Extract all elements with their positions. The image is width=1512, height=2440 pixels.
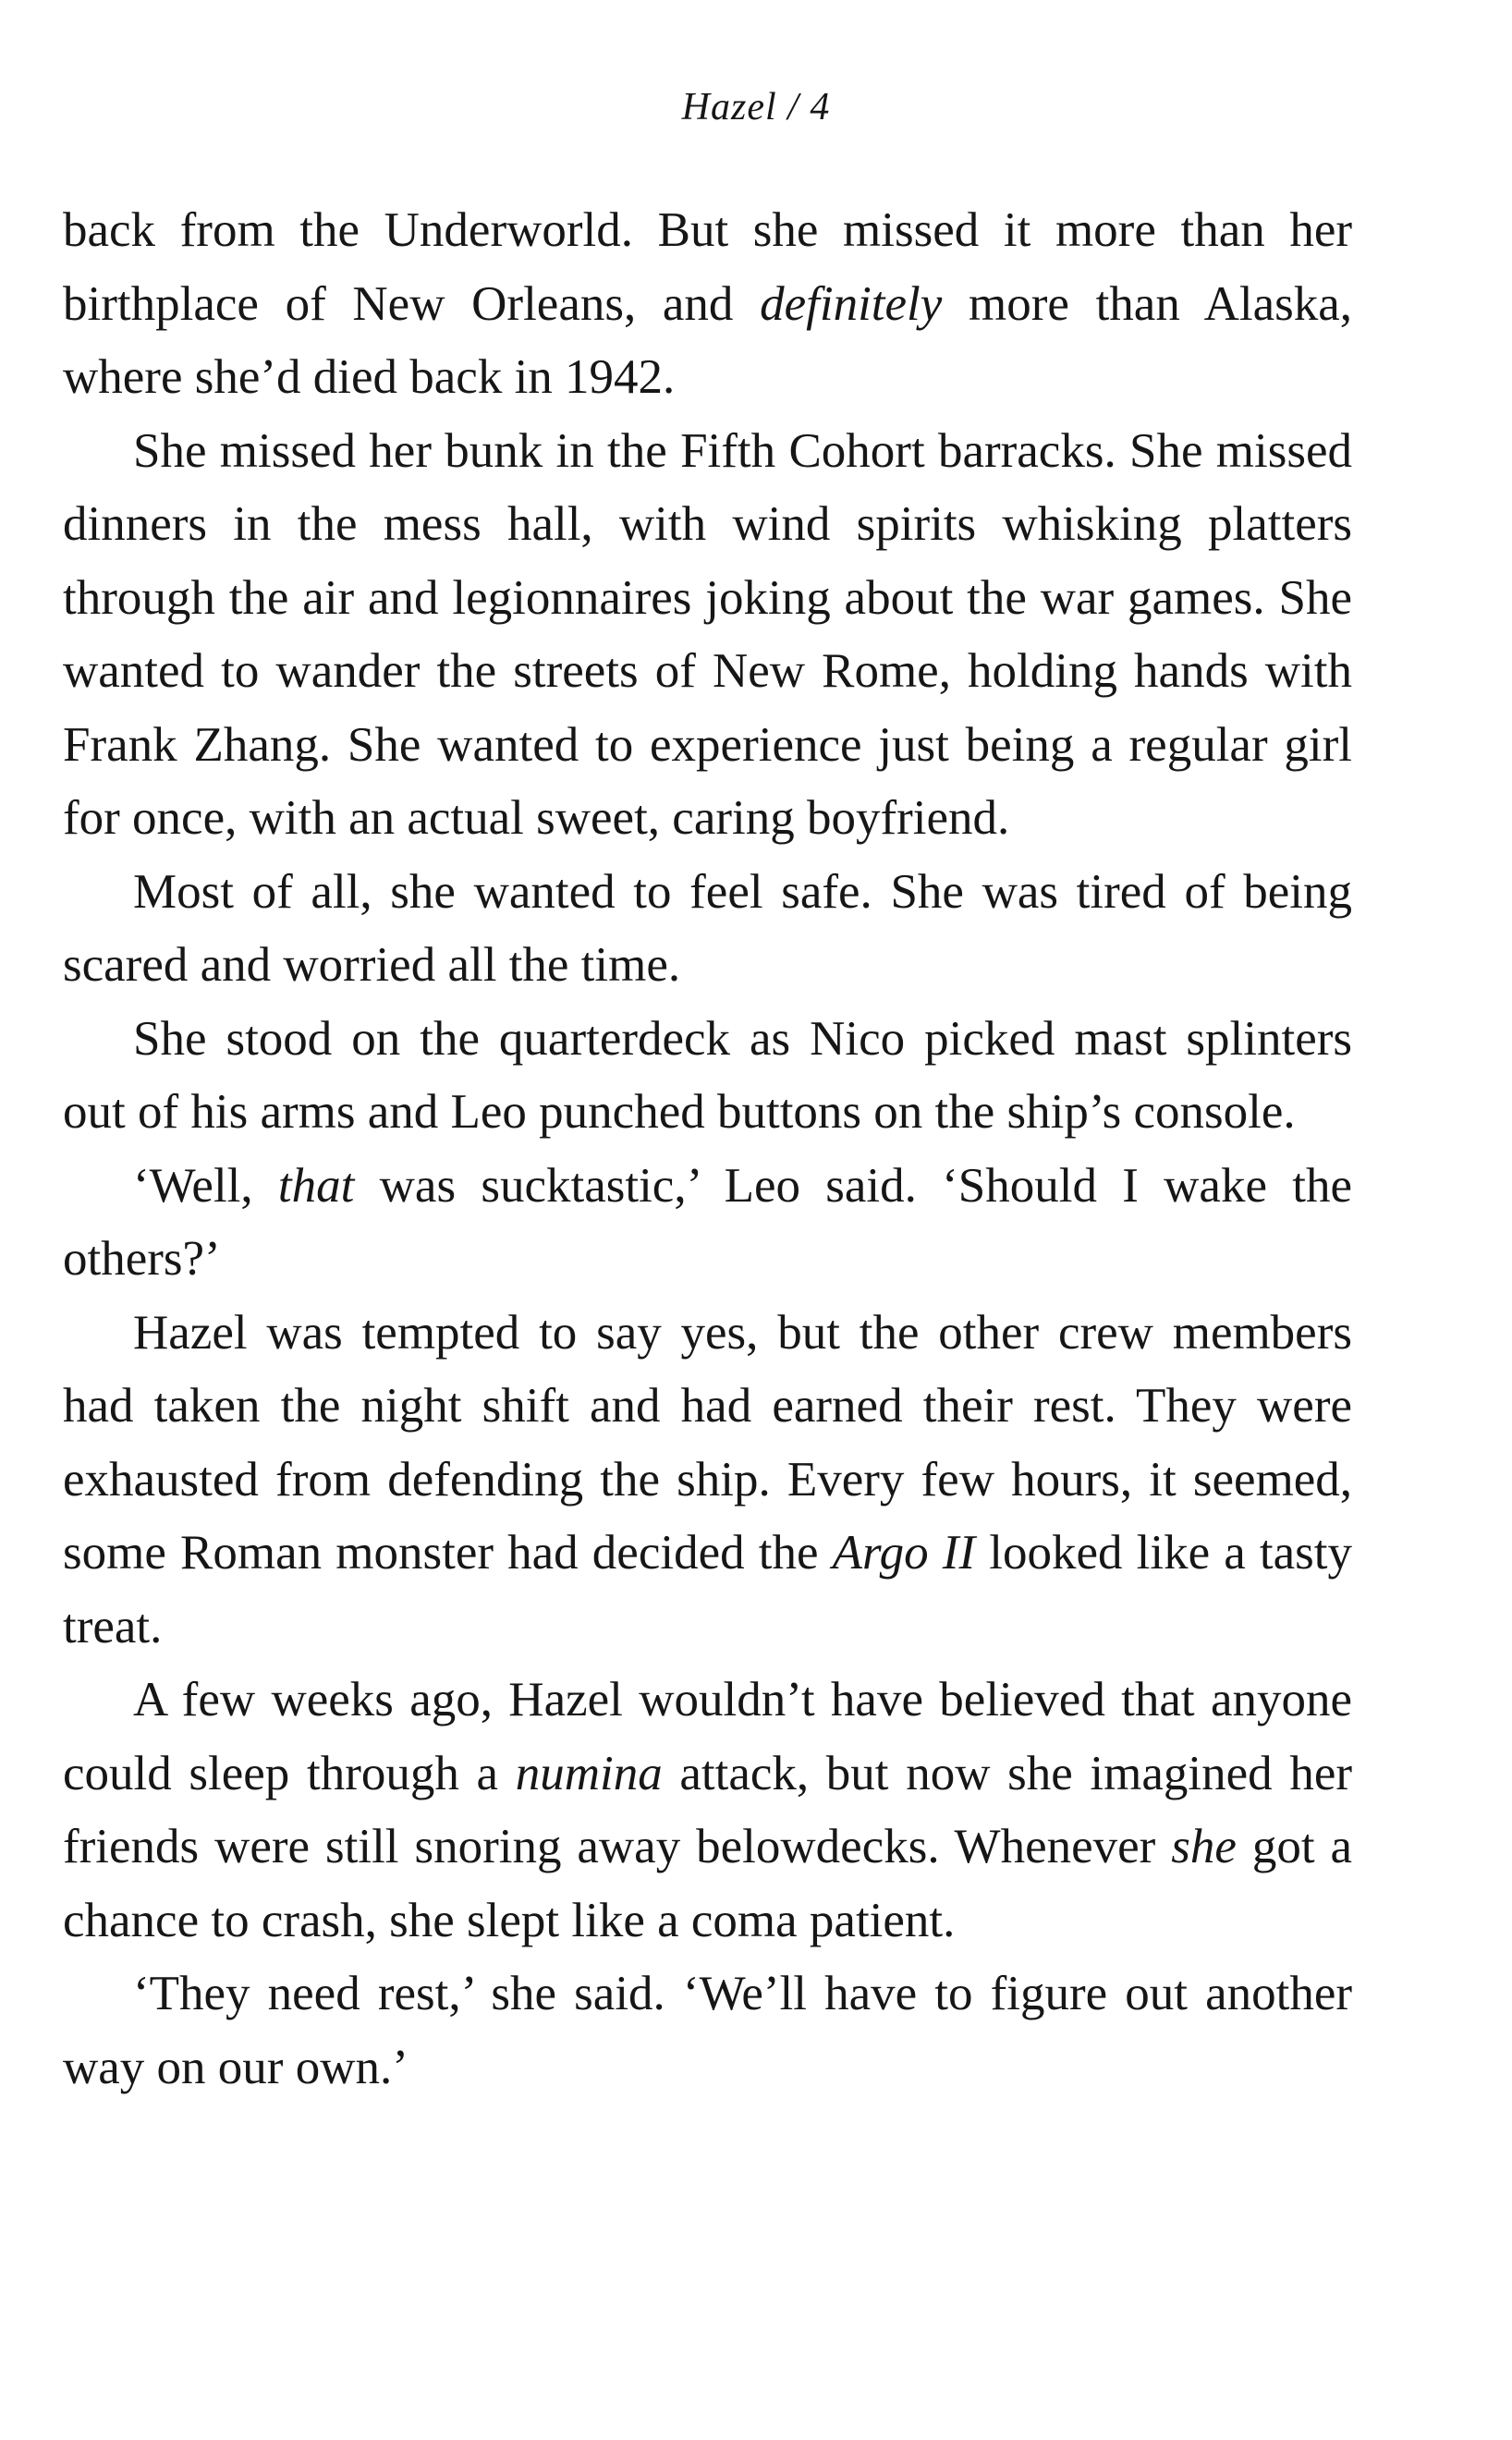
text-run-italic: numina: [515, 1746, 663, 1800]
text-run: was sucktastic,’ Leo said. ‘Should I wake the others?’: [63, 1158, 1352, 1286]
text-run: looked like a tasty treat.: [63, 1526, 1352, 1653]
paragraph: [63, 1150, 1352, 1297]
paragraph: [63, 415, 1352, 856]
body-text: [63, 194, 1352, 2104]
paragraph: [63, 1297, 1352, 1665]
text-run-italic: that: [277, 1158, 355, 1213]
text-run-italic: definitely: [760, 276, 943, 331]
paragraph: [63, 1003, 1352, 1150]
paragraph: [63, 1958, 1352, 2104]
text-run: Most of all, she wanted to feel safe. She was tired of being scared and worried all the time.: [63, 864, 1352, 992]
text-run-italic: Argo II: [832, 1526, 976, 1580]
paragraph: [63, 856, 1352, 1003]
text-run: back from the Underworld. But she missed it more than her birthplace of New Orleans, and: [63, 203, 1352, 331]
text-run: A few weeks ago, Hazel wouldn’t have believed that anyone could sleep through a: [63, 1673, 1352, 1800]
paragraph: [63, 194, 1352, 415]
text-run: ‘They need rest,’ she said. ‘We’ll have to figure out another way on our own.’: [63, 1967, 1352, 2094]
text-run-italic: she: [1171, 1820, 1237, 1873]
running-head: Hazel / 4: [681, 86, 831, 128]
paragraph: [63, 1664, 1352, 1958]
text-run: ‘Well,: [133, 1158, 278, 1213]
text-run: got a chance to crash, she slept like a coma patient.: [63, 1820, 1352, 1947]
text-run: attack, but now she imagined her friends were still snoring away belowdecks. Whenever: [63, 1746, 1352, 1873]
text-run: She stood on the quarterdeck as Nico picked mast splinters out of his arms and Leo punched buttons on the ship’s console.: [63, 1011, 1352, 1139]
text-run: Hazel was tempted to say yes, but the other crew members had taken the night shift and had earned their rest. They were exhausted from defending the ship. Every few hours, it seemed, some Roman monster had decided the: [63, 1305, 1352, 1580]
text-run: more than Alaska, where she’d died back in 1942.: [63, 276, 1352, 404]
text-run: She missed her bunk in the Fifth Cohort barracks. She missed dinners in the mess hall, with wind spirits whisking platters through the air and legionnaires joking about the war games. She wanted to wander the streets of New Rome, holding hands with Frank Zhang. She wanted to experience just being a regular girl for once, with an actual sweet, caring boyfriend.: [63, 423, 1352, 845]
